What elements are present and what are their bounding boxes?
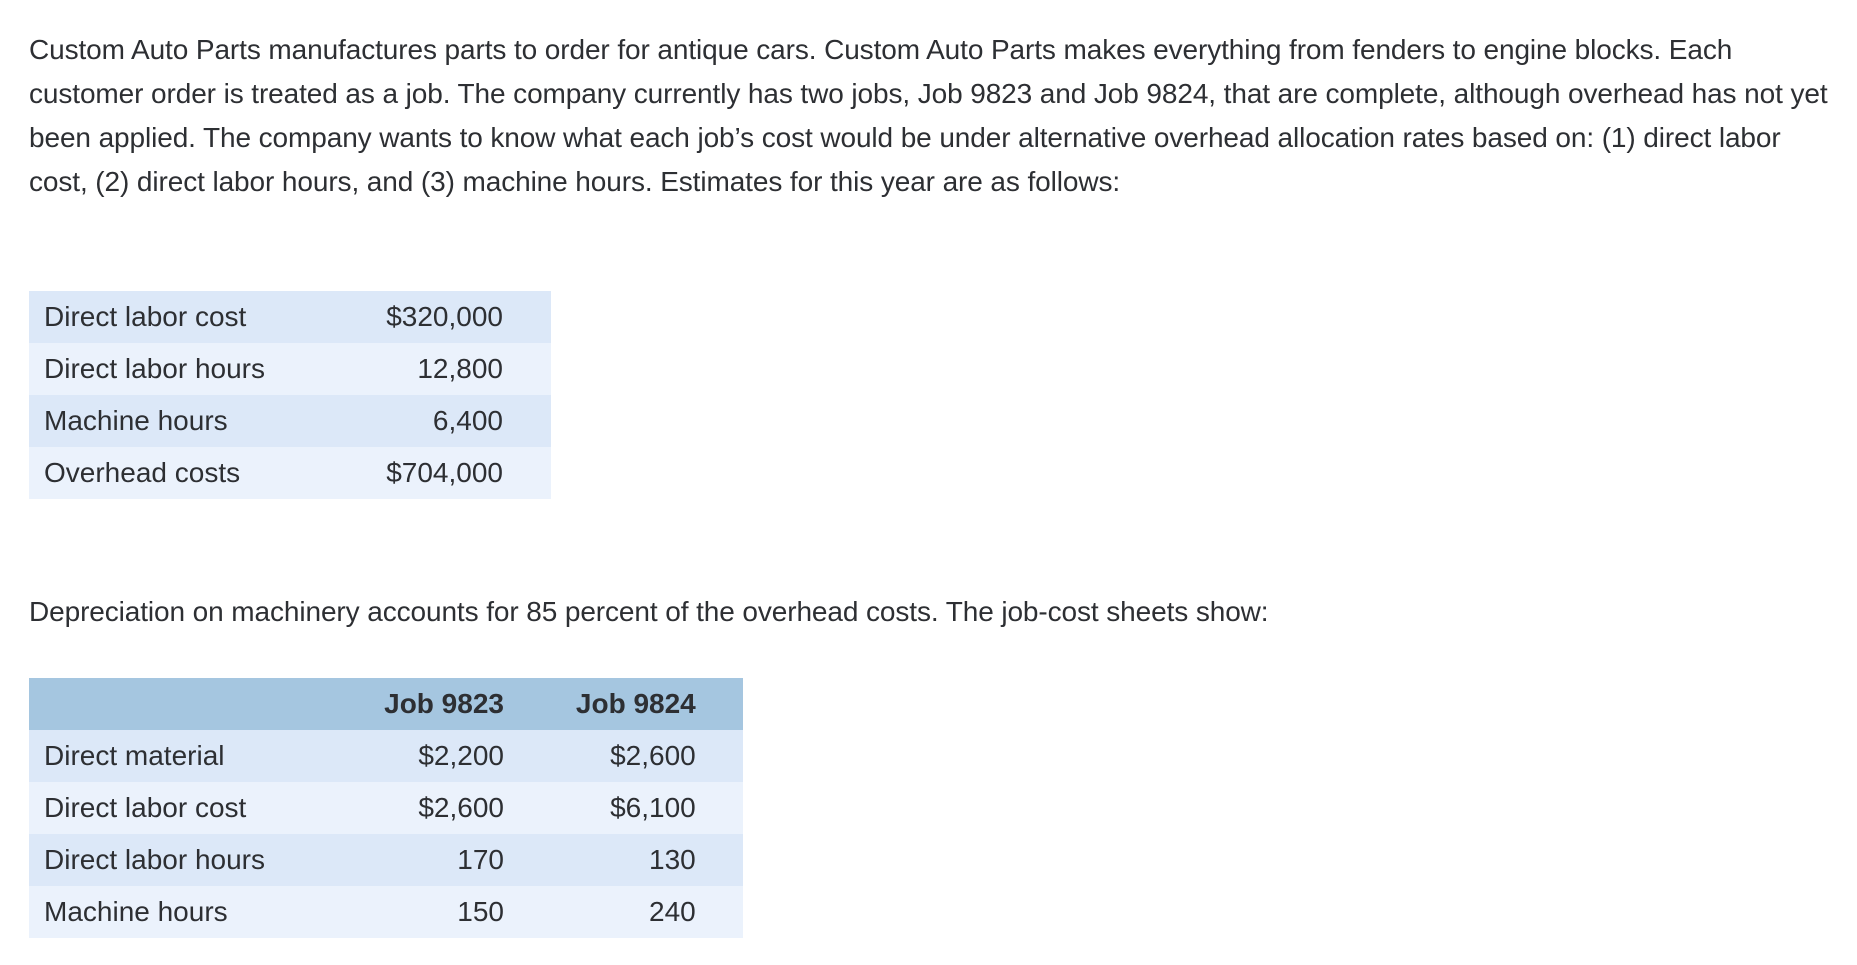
table-row [29,291,551,343]
row-label: Direct material [44,740,225,771]
job-9824-value: $2,600 [610,740,696,771]
table-row [29,782,743,834]
header-job-9824: Job 9824 [575,688,696,719]
row-pad [696,834,743,886]
table-row [29,886,743,938]
estimate-value: $704,000 [386,457,503,488]
row-pad [696,886,743,938]
job-9823-value: 170 [457,844,504,875]
header-job-9823: Job 9823 [384,688,504,719]
estimate-label: Direct labor cost [44,301,247,332]
table-header-row [29,678,743,730]
row-pad [696,782,743,834]
estimate-value: $320,000 [386,301,503,332]
job-9824-value: 240 [649,896,696,927]
table-row [29,834,743,886]
job-9823-value: $2,600 [418,792,504,823]
estimate-label: Overhead costs [44,457,241,488]
table-row [29,730,743,782]
job-9823-value: 150 [457,896,504,927]
header-blank [29,678,341,730]
job-9824-value: 130 [649,844,696,875]
estimate-value: 12,800 [417,353,503,384]
depreciation-paragraph: Depreciation on machinery accounts for 85 percent of the overhead costs. The job-cost sheets show: [29,596,1269,627]
intro-paragraph: Custom Auto Parts manufactures parts to order for antique cars. Custom Auto Parts makes everything from fenders to engine blocks. Each customer order is treated as a job. The company currently has two jobs, Job 9823 and Job 9824, that are complete, although overhead has not yet been applied. The company wants to know what each job’s cost would be under alternative overhead allocation rates based on: (1) direct labor cost, (2) direct labor hours, and (3) machine hours. Estimates for this year are as follows: [29,34,1828,197]
job-9823-value: $2,200 [418,740,504,771]
row-label: Direct labor hours [44,844,265,875]
table-row [29,395,551,447]
row-pad [696,730,743,782]
header-pad [696,678,743,730]
table-row [29,447,551,499]
estimate-value: 6,400 [432,405,503,436]
estimate-label: Machine hours [44,405,228,436]
job-cost-table [29,678,743,938]
table-row [29,343,551,395]
row-label: Machine hours [44,896,228,927]
row-label: Direct labor cost [44,792,247,823]
estimate-label: Direct labor hours [44,353,265,384]
job-9824-value: $6,100 [610,792,696,823]
estimates-table [29,291,551,499]
